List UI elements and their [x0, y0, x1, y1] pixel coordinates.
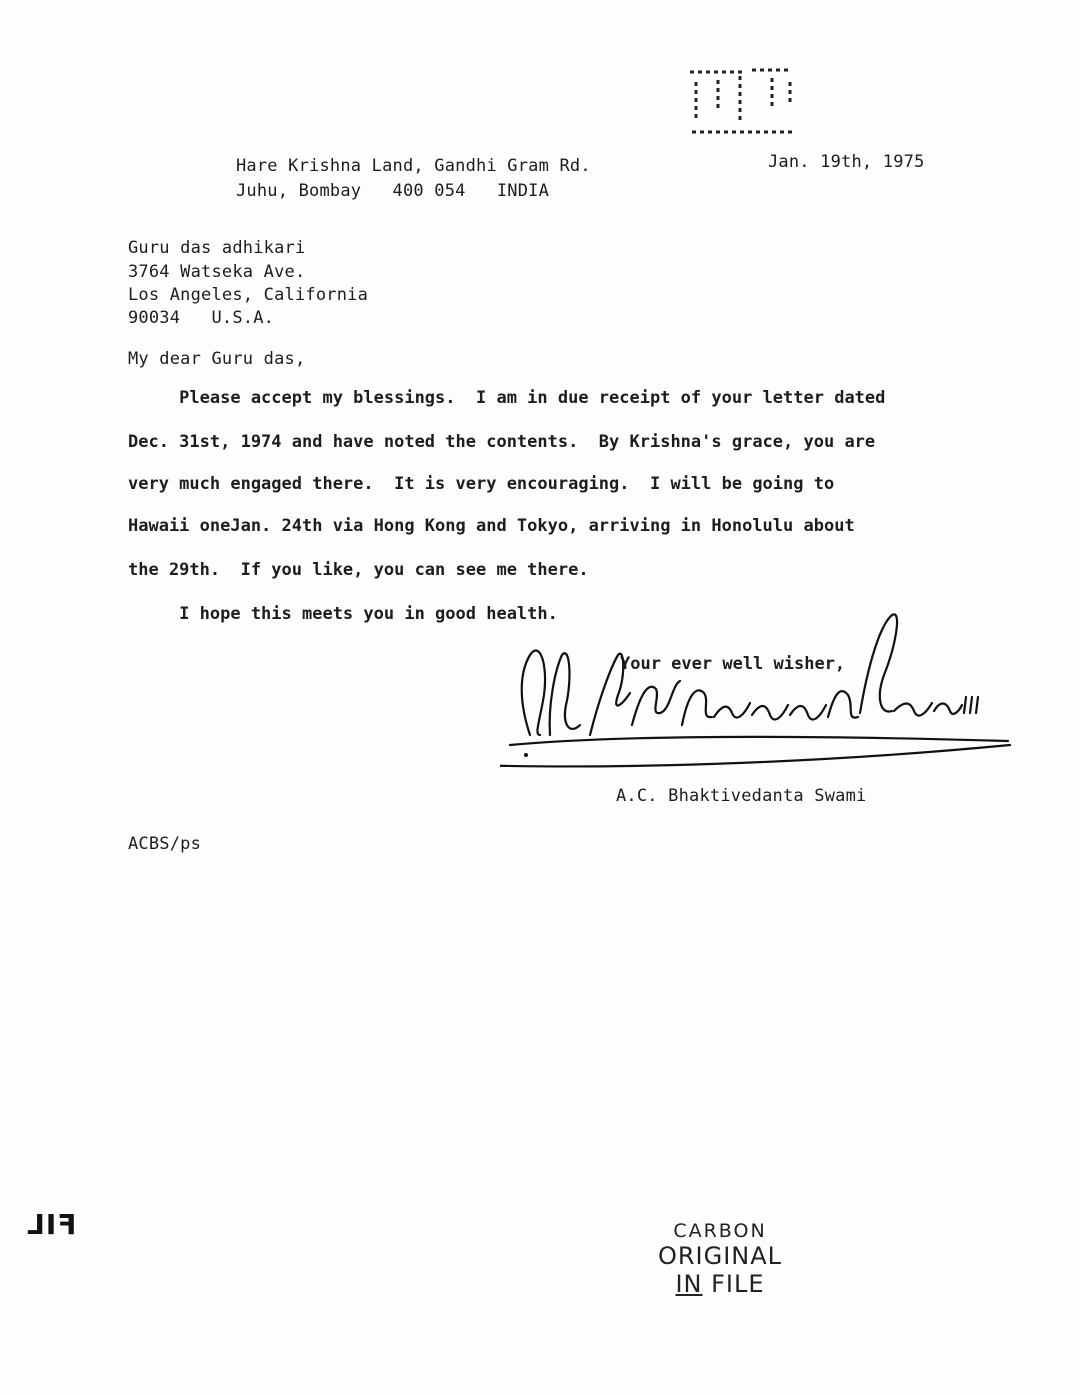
letter-date: Jan. 19th, 1975	[768, 152, 925, 172]
body-line: very much engaged there. It is very encouraging. I will be going to	[128, 474, 835, 494]
carbon-stamp-in: IN	[675, 1270, 703, 1298]
carbon-stamp-file: FILE	[711, 1270, 765, 1298]
carbon-original-stamp	[640, 1220, 800, 1298]
sender-address-line1: Hare Krishna Land, Gandhi Gram Rd.	[236, 156, 591, 176]
body-line: the 29th. If you like, you can see me there.	[128, 560, 589, 580]
body-line: Dec. 31st, 1974 and have noted the contents. By Krishna's grace, you are	[128, 432, 876, 452]
carbon-stamp-line2: ORIGINAL	[657, 1242, 783, 1270]
signatory-name: A.C. Bhaktivedanta Swami	[616, 786, 867, 806]
recipient-line: Guru das adhikari	[128, 238, 306, 258]
reference-initials: ACBS/ps	[128, 834, 202, 854]
recipient-line: 3764 Watseka Ave.	[128, 262, 306, 282]
carbon-stamp-line1: CARBON	[673, 1220, 767, 1242]
recipient-line: Los Angeles, California	[128, 285, 369, 305]
body-line: Please accept my blessings. I am in due receipt of your letter dated	[128, 388, 886, 408]
sender-address-line2: Juhu, Bombay 400 054 INDIA	[236, 181, 550, 201]
closing-line: I hope this meets you in good health.	[128, 604, 558, 624]
salutation: My dear Guru das,	[128, 349, 306, 369]
handwritten-signature	[500, 585, 1020, 780]
body-line: Hawaii oneJan. 24th via Hong Kong and Tokyo, arriving in Honolulu about	[128, 516, 855, 536]
file-stamp-icon	[682, 62, 800, 140]
carbon-stamp-line3	[640, 1270, 800, 1298]
fil-stamp: FIL	[26, 1208, 77, 1241]
recipient-line: 90034 U.S.A.	[128, 308, 275, 328]
complimentary-close: Your ever well wisher,	[620, 654, 846, 674]
